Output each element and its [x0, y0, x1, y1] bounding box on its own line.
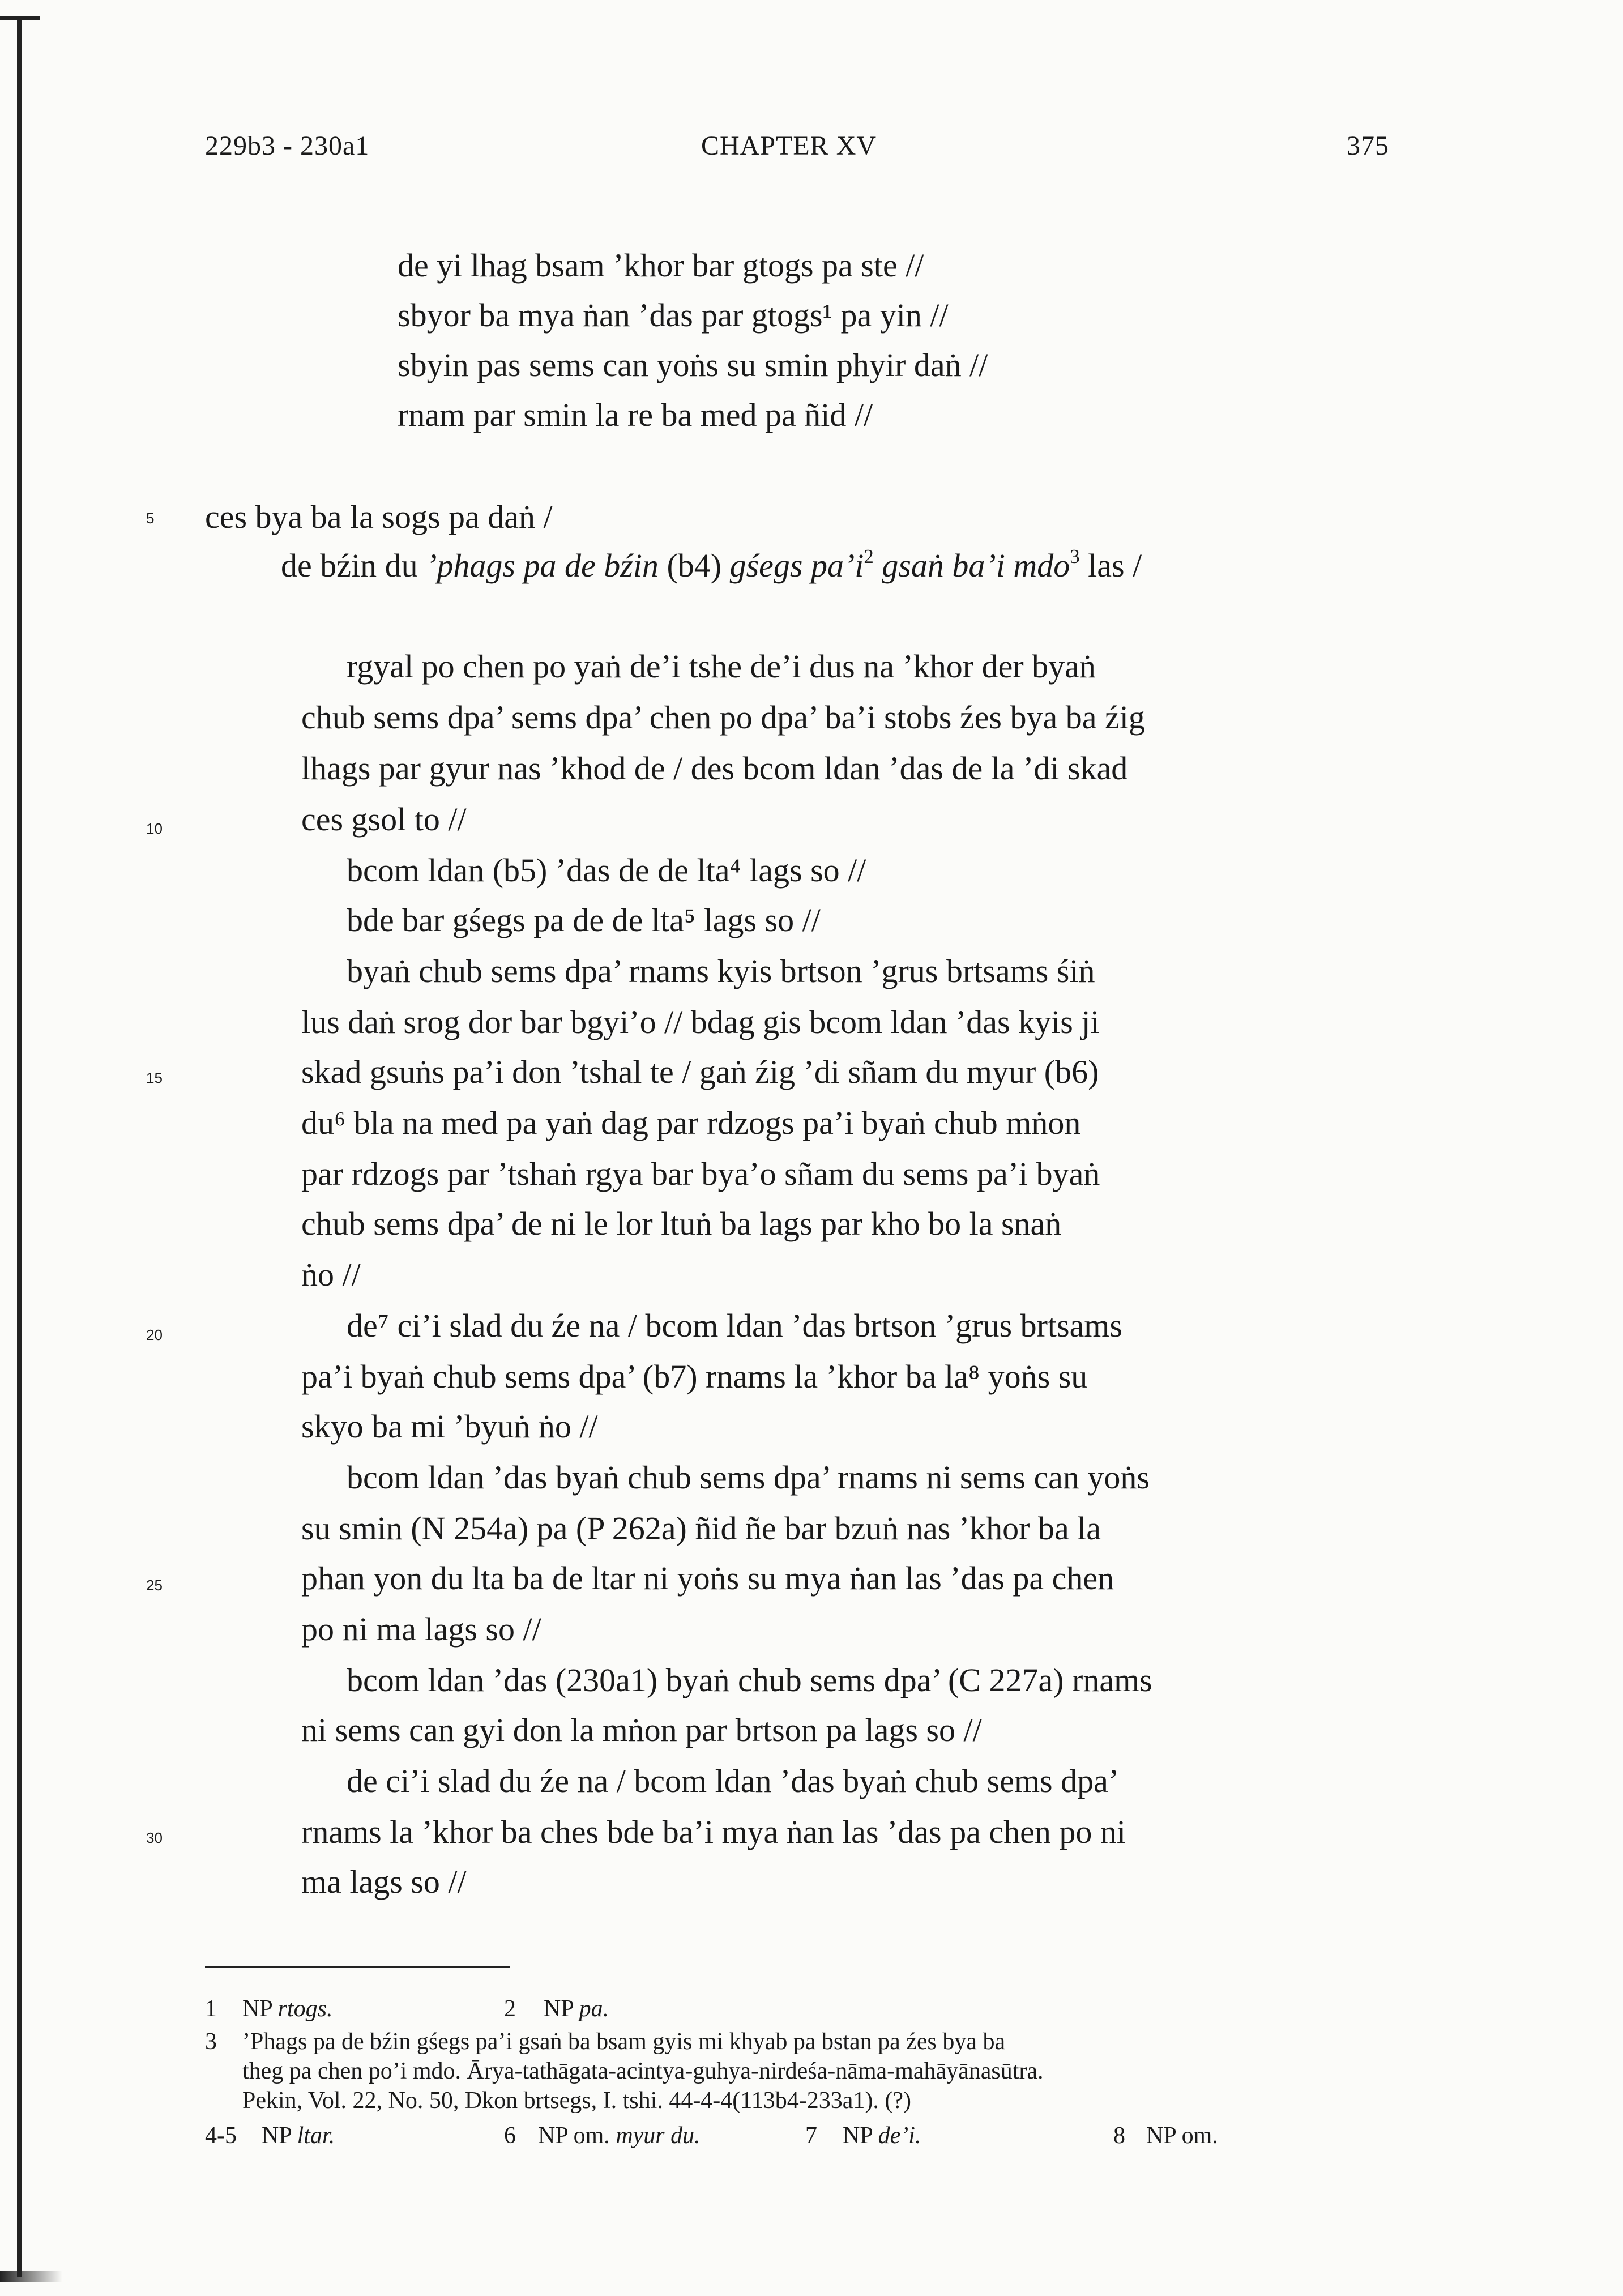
footnote-number: 2 — [504, 1996, 516, 2022]
text-line: ni sems can gyi don la mṅon par brtson pa lags so // — [301, 1712, 982, 1748]
binding-edge-top — [0, 16, 40, 20]
text-line: ces bya ba la sogs pa daṅ / — [205, 498, 553, 535]
text-line: bde bar gśegs pa de de lta⁵ lags so // — [347, 902, 821, 938]
footnote-number: 1 — [205, 1996, 217, 2022]
footnote-3-line: Pekin, Vol. 22, No. 50, Dkon brtsegs, I. tshi. 44-4-4(113b4-233a1). (?) — [242, 2088, 911, 2114]
text-line: rgyal po chen po yaṅ de’i tshe de’i dus na ’khor der byaṅ — [347, 648, 1096, 685]
header-page-range: 229b3 - 230a1 — [205, 131, 370, 161]
text-line: po ni ma lags so // — [301, 1611, 541, 1648]
footnote-3-line: ’Phags pa de bźin gśegs pa’i gsaṅ ba bsam gyis mi khyab pa bstan pa źes bya ba — [242, 2029, 1006, 2055]
text-line: lhags par gyur nas ’khod de / des bcom ldan ’das de la ’di skad — [301, 750, 1128, 787]
text-line-citation: de bźin du ’phags pa de bźin (b4) gśegs $pa’i^2$ gsaṅ ba’i mdo$^3$ las / — [281, 545, 1142, 584]
header-page-number: 375 — [1347, 131, 1389, 161]
text-line: phan yon du lta ba de ltar ni yoṅs su mya ṅan las ’das pa chen — [301, 1560, 1114, 1597]
text-line: chub sems dpa’ de ni le lor ltuṅ ba lags par kho bo la snaṅ — [301, 1205, 1062, 1242]
header-chapter-title: CHAPTER XV — [701, 131, 877, 161]
text-line: chub sems dpa’ sems dpa’ chen po dpa’ ba’i stobs źes bya ba źig — [301, 699, 1145, 736]
text-line: pa’i byaṅ chub sems dpa’ (b7) rnams la ’khor ba la⁸ yoṅs su — [301, 1358, 1088, 1395]
line-number: 10 — [146, 820, 163, 837]
text-line: skyo ba mi ’byuṅ ṅo // — [301, 1408, 598, 1445]
footnote-1: NP rtogs. — [242, 1996, 333, 2022]
text-line: byaṅ chub sems dpa’ rnams kyis brtson ’grus brtsams śiṅ — [347, 953, 1095, 989]
footnote-number: 3 — [205, 2029, 217, 2055]
line-number: 20 — [146, 1326, 163, 1343]
line-number: 30 — [146, 1829, 163, 1846]
verse-line: rnam par smin la re ba med pa ñid // — [398, 396, 873, 433]
footnote-3-line: theg pa chen po’i mdo. Ārya-tathāgata-acintya-guhya-nirdeśa-nāma-mahāyānasūtra. — [242, 2058, 1044, 2084]
verse-line: sbyor ba mya ṅan ’das par gtogs¹ pa yin // — [398, 297, 949, 334]
footnote-4-5: NP ltar. — [262, 2123, 335, 2149]
text-line: ṅo // — [301, 1256, 361, 1293]
text-line: lus daṅ srog dor bar bgyi’o // bdag gis bcom ldan ’das kyis ji — [301, 1004, 1100, 1040]
footnote-6: NP om. myur du. — [538, 2123, 701, 2149]
text-line: ma lags so // — [301, 1863, 467, 1900]
footnote-number: 7 — [805, 2123, 817, 2149]
footnote-8: NP om. — [1146, 2123, 1218, 2149]
line-number: 15 — [146, 1069, 163, 1086]
text-line: bcom ldan ’das (230a1) byaṅ chub sems dpa’ (C 227a) rnams — [347, 1662, 1152, 1698]
footnote-7: NP de’i. — [843, 2123, 921, 2149]
footnote-rule — [205, 1966, 510, 1968]
text-line: du⁶ bla na med pa yaṅ dag par rdzogs pa’i byaṅ chub mṅon — [301, 1104, 1081, 1141]
text-line: de ci’i slad du źe na / bcom ldan ’das byaṅ chub sems dpa’ — [347, 1762, 1120, 1799]
text-line: rnams la ’khor ba ches bde ba’i mya ṅan las ’das pa chen po ni — [301, 1813, 1126, 1850]
footnote-number: 6 — [504, 2123, 516, 2149]
line-number: 25 — [146, 1577, 163, 1594]
text-line: bcom ldan ’das byaṅ chub sems dpa’ rnams ni sems can yoṅs — [347, 1459, 1150, 1496]
text-line: skad gsuṅs pa’i don ’tshal te / gaṅ źig ’di sñam du myur (b6) — [301, 1053, 1099, 1090]
binding-edge — [17, 17, 22, 2277]
line-number: 5 — [146, 510, 155, 527]
text-line: ces gsol to // — [301, 801, 467, 838]
text-line: par rdzogs par ’tshaṅ rgya bar bya’o sñam du sems pa’i byaṅ — [301, 1155, 1100, 1192]
footnote-number: 4-5 — [205, 2123, 237, 2149]
text-line: de⁷ ci’i slad du źe na / bcom ldan ’das brtson ’grus brtsams — [347, 1307, 1122, 1344]
footnote-number: 8 — [1113, 2123, 1125, 2149]
text-line: su smin (N 254a) pa (P 262a) ñid ñe bar bzuṅ nas ’khor ba la — [301, 1510, 1101, 1547]
verse-line: sbyin pas sems can yoṅs su smin phyir daṅ // — [398, 347, 988, 383]
binding-edge-bottom — [0, 2271, 62, 2282]
footnote-2: NP pa. — [544, 1996, 609, 2022]
text-line: bcom ldan (b5) ’das de de lta⁴ lags so // — [347, 852, 866, 889]
verse-line: de yi lhag bsam ’khor bar gtogs pa ste // — [398, 247, 924, 284]
